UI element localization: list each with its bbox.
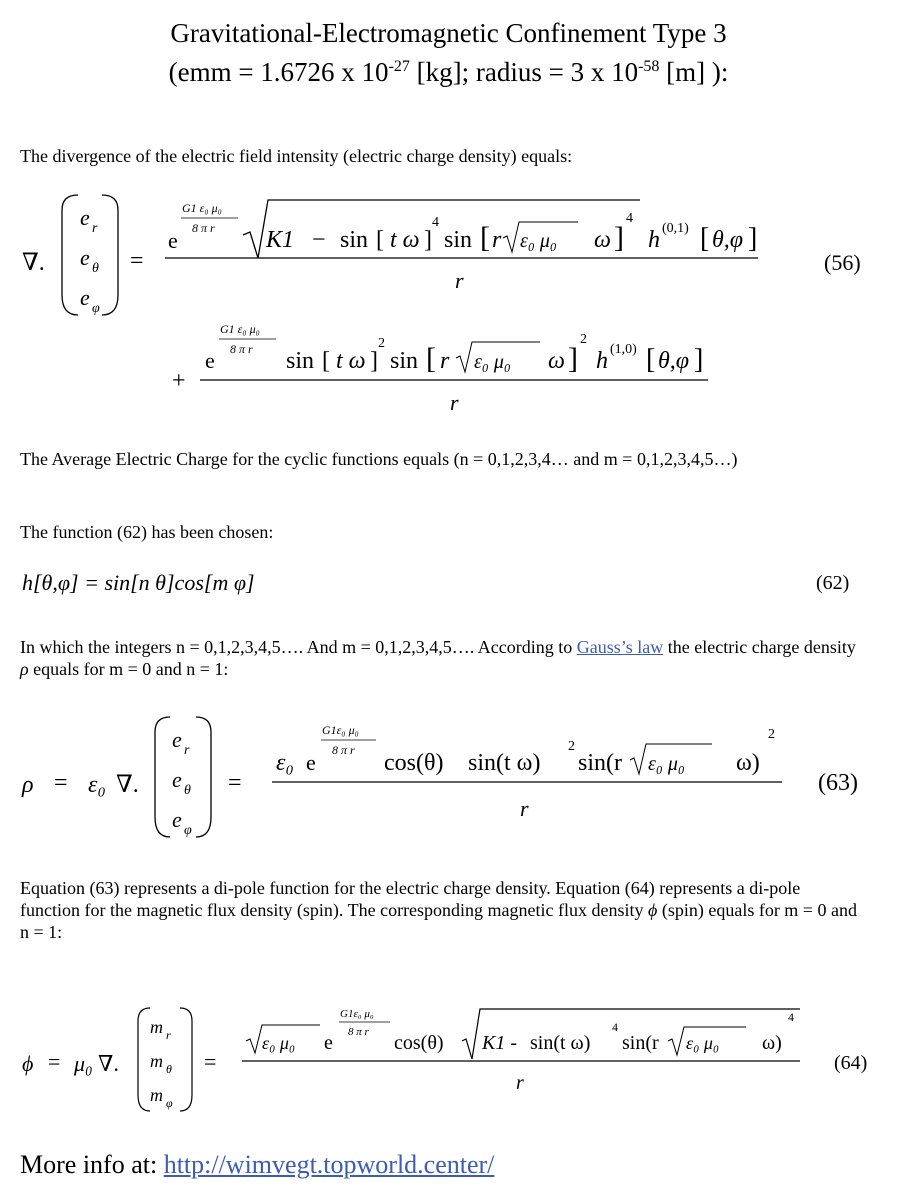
svg-text:e: e	[172, 727, 182, 752]
svg-text:r: r	[450, 390, 459, 415]
vector-component-phi: e	[80, 285, 90, 310]
svg-text:]: ]	[614, 221, 624, 254]
paragraph-average-charge: The Average Electric Charge for the cyclic functions equals (n = 0,1,2,3,4… and m = 0,1,2,3,4,5…)	[20, 449, 738, 469]
svg-text:[: [	[322, 348, 330, 374]
exponent-denominator: 8 π r	[192, 221, 215, 235]
svg-text:ϕ: ϕ	[22, 1051, 34, 1076]
svg-text:sin(t ω): sin(t ω)	[468, 750, 541, 776]
svg-text:[: [	[376, 227, 384, 253]
svg-text:]: ]	[748, 223, 758, 254]
svg-text:ρ: ρ	[22, 772, 34, 798]
svg-text:t ω: t ω	[336, 348, 366, 374]
gauss-law-link[interactable]: Gauss’s law	[576, 637, 664, 657]
svg-text:sin(t ω): sin(t ω)	[530, 1032, 591, 1054]
svg-text:K1: K1	[266, 227, 295, 253]
svg-text:ε₀: ε₀	[88, 772, 106, 798]
svg-text:]: ]	[424, 227, 432, 253]
svg-text:θ: θ	[184, 783, 191, 798]
svg-text:ε₀: ε₀	[276, 750, 294, 776]
vector-component-theta: e	[80, 245, 90, 270]
svg-text:∇.: ∇.	[116, 772, 139, 798]
equation-number-63: (63)	[818, 770, 858, 796]
svg-text:4: 4	[626, 211, 633, 226]
svg-text:ε₀ μ₀: ε₀ μ₀	[520, 230, 557, 252]
svg-text:r: r	[455, 268, 464, 293]
svg-text:8 π r: 8 π r	[332, 743, 355, 757]
equation-62-formula: h[θ,φ] = sin[n θ]cos[m φ]	[22, 570, 255, 595]
svg-text:ε₀ μ₀: ε₀ μ₀	[474, 351, 511, 373]
vector-left-bracket	[62, 195, 78, 315]
svg-text:]: ]	[370, 348, 378, 374]
svg-text:2: 2	[378, 336, 385, 351]
equation-number-56: (56)	[824, 250, 861, 275]
nabla-symbol: ∇.	[22, 250, 45, 276]
svg-text:=: =	[54, 770, 68, 796]
title-line-1: Gravitational-Electromagnetic Confinement Type 3	[170, 18, 727, 48]
svg-text:cos(θ): cos(θ)	[394, 1032, 444, 1054]
svg-text:h: h	[596, 348, 608, 374]
svg-text:r: r	[440, 348, 450, 374]
svg-text:sin: sin	[390, 348, 419, 374]
svg-text:4: 4	[432, 215, 439, 230]
page-title	[0, 16, 897, 89]
svg-text:r: r	[520, 796, 529, 821]
svg-text:φ: φ	[166, 1096, 173, 1110]
vector-right-bracket	[102, 195, 118, 315]
svg-text:r: r	[492, 227, 502, 253]
svg-text:θ: θ	[166, 1062, 172, 1076]
paragraph-gauss-law: In which the integers n = 0,1,2,3,4,5…. And m = 0,1,2,3,4,5…. According to Gauss’s law the electric charge density ρ equals for m = 0 and n = 1:	[20, 637, 856, 679]
exponent-numerator: G1 ε₀ μ₀	[182, 201, 222, 215]
svg-text:e: e	[205, 348, 215, 373]
svg-text:e: e	[172, 807, 182, 832]
vector-component-r: e	[80, 205, 90, 230]
svg-text:G1ε₀ μ₀: G1ε₀ μ₀	[322, 723, 359, 737]
svg-text:θ,φ: θ,φ	[658, 348, 690, 374]
svg-text:[: [	[700, 223, 710, 254]
svg-text:cos(θ): cos(θ)	[384, 750, 444, 776]
svg-text:φ: φ	[92, 301, 100, 316]
svg-text:2: 2	[580, 332, 587, 347]
svg-text:sin: sin	[286, 348, 315, 374]
svg-text:(0,1): (0,1)	[662, 221, 689, 236]
website-link[interactable]: http://wimvegt.topworld.center/	[163, 1150, 495, 1179]
equation-number-64: (64)	[834, 1052, 868, 1074]
equation-63	[0, 712, 897, 852]
equation-number-62: (62)	[816, 572, 850, 594]
svg-text:=: =	[204, 1049, 217, 1074]
svg-text:m: m	[150, 1051, 163, 1071]
svg-text:θ: θ	[92, 261, 99, 276]
svg-text:ω): ω)	[736, 750, 760, 776]
plus-sign: +	[172, 368, 186, 394]
svg-text:sin(r: sin(r	[622, 1032, 659, 1054]
svg-text:∇.: ∇.	[98, 1051, 119, 1076]
paragraph-dipole: Equation (63) represents a di-pole function for the electric charge density. Equation (64) represents a di-pole function for the magnetic flux density (spin). The corresponding magnetic flux density ϕ (spin) equals for m = 0 and n = 1:	[20, 878, 857, 942]
svg-text:[: [	[426, 342, 436, 375]
svg-text:h: h	[648, 227, 660, 253]
footer-more-info: More info at: http://wimvegt.topworld.center/	[20, 1150, 495, 1179]
svg-text:θ,φ: θ,φ	[712, 227, 744, 253]
svg-text:e: e	[168, 228, 178, 253]
svg-text:2: 2	[568, 739, 575, 754]
svg-text:e: e	[324, 1032, 333, 1054]
svg-text:ω: ω	[548, 348, 565, 374]
equation-64	[0, 1003, 897, 1123]
svg-text:r: r	[184, 743, 190, 758]
svg-text:μ₀: μ₀	[74, 1051, 93, 1076]
svg-text:4: 4	[788, 1010, 794, 1024]
svg-text:K1 -: K1 -	[482, 1032, 517, 1054]
svg-text:sin(r: sin(r	[578, 750, 622, 776]
svg-text:G1ε₀ μ₀: G1ε₀ μ₀	[340, 1008, 374, 1020]
svg-text:r: r	[516, 1072, 524, 1094]
svg-text:ε₀ μ₀: ε₀ μ₀	[686, 1033, 720, 1053]
svg-text:ω): ω)	[762, 1032, 782, 1054]
svg-text:4: 4	[612, 1020, 618, 1034]
paragraph-function-chosen: The function (62) has been chosen:	[20, 522, 274, 542]
svg-text:−: −	[312, 227, 326, 253]
svg-text:=: =	[228, 770, 242, 796]
svg-text:r: r	[92, 221, 98, 236]
svg-text:m: m	[150, 1085, 163, 1105]
title-line-2: (emm = 1.6726 x $10^{-27}$ [kg]; radius = 3 x $10^{-58}$ [m] ):	[168, 57, 729, 87]
equation-56	[0, 190, 897, 430]
svg-text:G1 ε₀ μ₀: G1 ε₀ μ₀	[220, 322, 260, 336]
svg-text:=: =	[48, 1049, 61, 1074]
svg-text:r: r	[166, 1028, 171, 1042]
svg-text:m: m	[150, 1017, 163, 1037]
equals-sign: =	[130, 248, 144, 274]
paragraph-divergence: The divergence of the electric field intensity (electric charge density) equals:	[20, 146, 573, 166]
svg-text:]: ]	[568, 342, 578, 375]
svg-text:e: e	[306, 750, 316, 775]
svg-text:[: [	[480, 221, 490, 254]
svg-text:ω: ω	[594, 227, 611, 253]
svg-text:(1,0): (1,0)	[610, 342, 637, 357]
sqrt-sign	[243, 200, 640, 258]
svg-text:]: ]	[694, 344, 704, 375]
svg-text:ε₀ μ₀: ε₀ μ₀	[262, 1033, 296, 1053]
svg-text:8 π r: 8 π r	[348, 1026, 369, 1038]
svg-text:sin: sin	[340, 227, 369, 253]
svg-text:e: e	[172, 767, 182, 792]
svg-text:[: [	[646, 344, 656, 375]
svg-text:ε₀ μ₀: ε₀ μ₀	[648, 753, 685, 775]
svg-text:t ω: t ω	[390, 227, 420, 253]
svg-text:sin: sin	[444, 227, 473, 253]
svg-text:8 π r: 8 π r	[230, 342, 253, 356]
svg-text:φ: φ	[184, 823, 192, 838]
svg-text:2: 2	[768, 727, 775, 742]
